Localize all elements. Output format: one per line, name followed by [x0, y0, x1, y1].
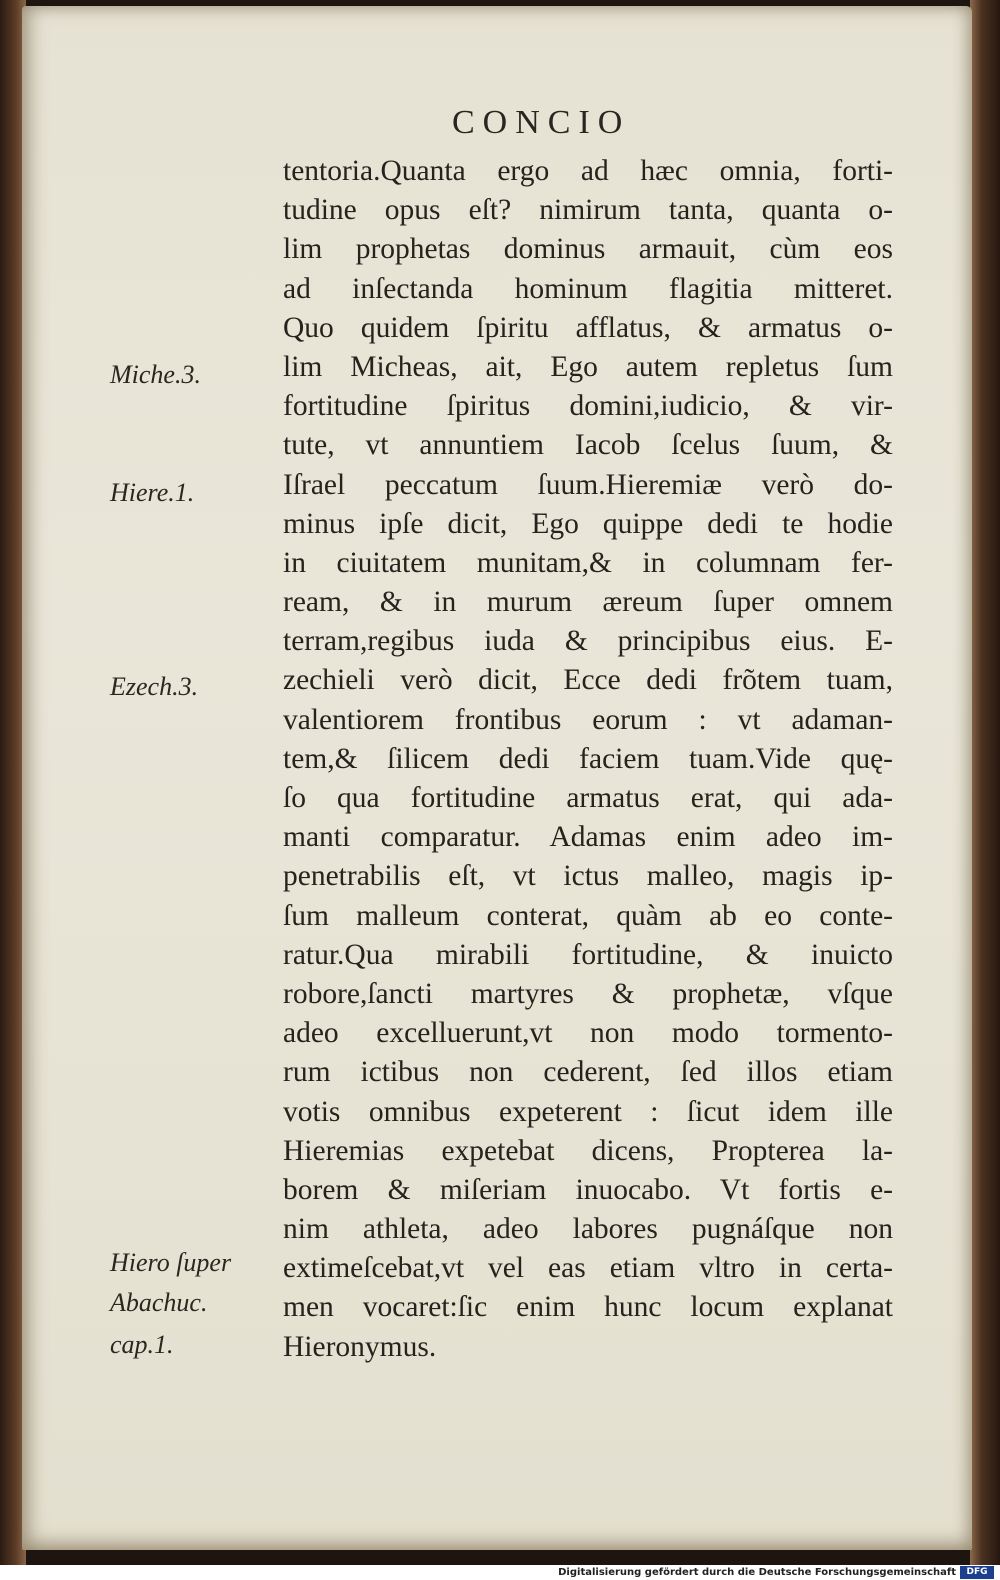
text-line: rum ictibus non cederent, ſed illos etiam: [283, 1056, 893, 1089]
text-line: fortitudine ſpiritus domini,iudicio, & vir-: [283, 390, 893, 423]
text-line: ream, & in murum æreum ſuper omnem: [283, 586, 893, 619]
text-line: ad inſectanda hominum flagitia mitteret.: [283, 272, 893, 305]
text-line: men vocaret:ſic enim hunc locum explanat: [283, 1291, 893, 1324]
text-line: penetrabilis eſt, vt ictus malleo, magis ip-: [283, 860, 893, 893]
text-line: manti comparatur. Adamas enim adeo im-: [283, 821, 893, 854]
margin-note-abachuc: Abachuc.: [110, 1288, 208, 1317]
text-line: valentiorem frontibus eorum : vt adaman-: [283, 703, 893, 736]
text-line: lim prophetas dominus armauit, cùm eos: [283, 233, 893, 266]
running-head: CONCIO: [452, 104, 631, 141]
margin-note-miche: Miche.3.: [110, 360, 201, 389]
text-line: borem & miſeriam inuocabo. Vt fortis e-: [283, 1173, 893, 1206]
text-line: zechieli verò dicit, Ecce dedi frõtem tuam,: [283, 664, 893, 697]
text-line: Hieremias expetebat dicens, Propterea la-: [283, 1134, 893, 1167]
dfg-logo: DFG: [960, 1566, 994, 1579]
text-line: ratur.Qua mirabili fortitudine, & inuicto: [283, 938, 893, 971]
body-text: [283, 152, 893, 1367]
text-line: minus ipſe dicit, Ego quippe dedi te hodie: [283, 507, 893, 540]
text-line: robore,ſancti martyres & prophetæ, vſque: [283, 977, 893, 1010]
text-line: terram,regibus iuda & principibus eius. E-: [283, 625, 893, 658]
text-line: extimeſcebat,vt vel eas etiam vltro in certa-: [283, 1252, 893, 1285]
text-line: nim athleta, adeo labores pugnáſque non: [283, 1213, 893, 1246]
text-line: tem,& ſilicem dedi faciem tuam.Vide quę-: [283, 742, 893, 775]
text-line: ſo qua fortitudine armatus erat, qui ada-: [283, 782, 893, 814]
text-line: adeo excelluerunt,vt non modo tormento-: [283, 1017, 893, 1050]
text-line: tute, vt annuntiem Iacob ſcelus ſuum, &: [283, 429, 893, 462]
text-line: Iſrael peccatum ſuum.Hieremiæ verò do-: [283, 468, 893, 501]
margin-note-cap: cap.1.: [110, 1330, 174, 1359]
book-edge-right: [970, 0, 1000, 1565]
text-line: tudine opus eſt? nimirum tanta, quanta o-: [283, 194, 893, 227]
text-line: Quo quidem ſpiritu afflatus, & armatus o-: [283, 311, 893, 344]
margin-note-hiero: Hiero ſuper: [110, 1248, 232, 1277]
margin-note-hiere: Hiere.1.: [110, 478, 195, 507]
text-line: ſum malleum conterat, quàm ab eo conte-: [283, 899, 893, 932]
text-line: in ciuitatem munitam,& in columnam fer-: [283, 546, 893, 579]
text-line: tentoria.Quanta ergo ad hæc omnia, forti-: [283, 155, 893, 187]
text-line: lim Micheas, ait, Ego autem repletus ſum: [283, 350, 893, 383]
margin-note-ezech: Ezech.3.: [110, 672, 199, 701]
footer-credit: Digitalisierung gefördert durch die Deutsche Forschungsgemeinschaft: [558, 1567, 956, 1578]
text-line: votis omnibus expeterent : ſicut idem ille: [283, 1095, 893, 1128]
text-line: Hieronymus.: [283, 1330, 437, 1363]
